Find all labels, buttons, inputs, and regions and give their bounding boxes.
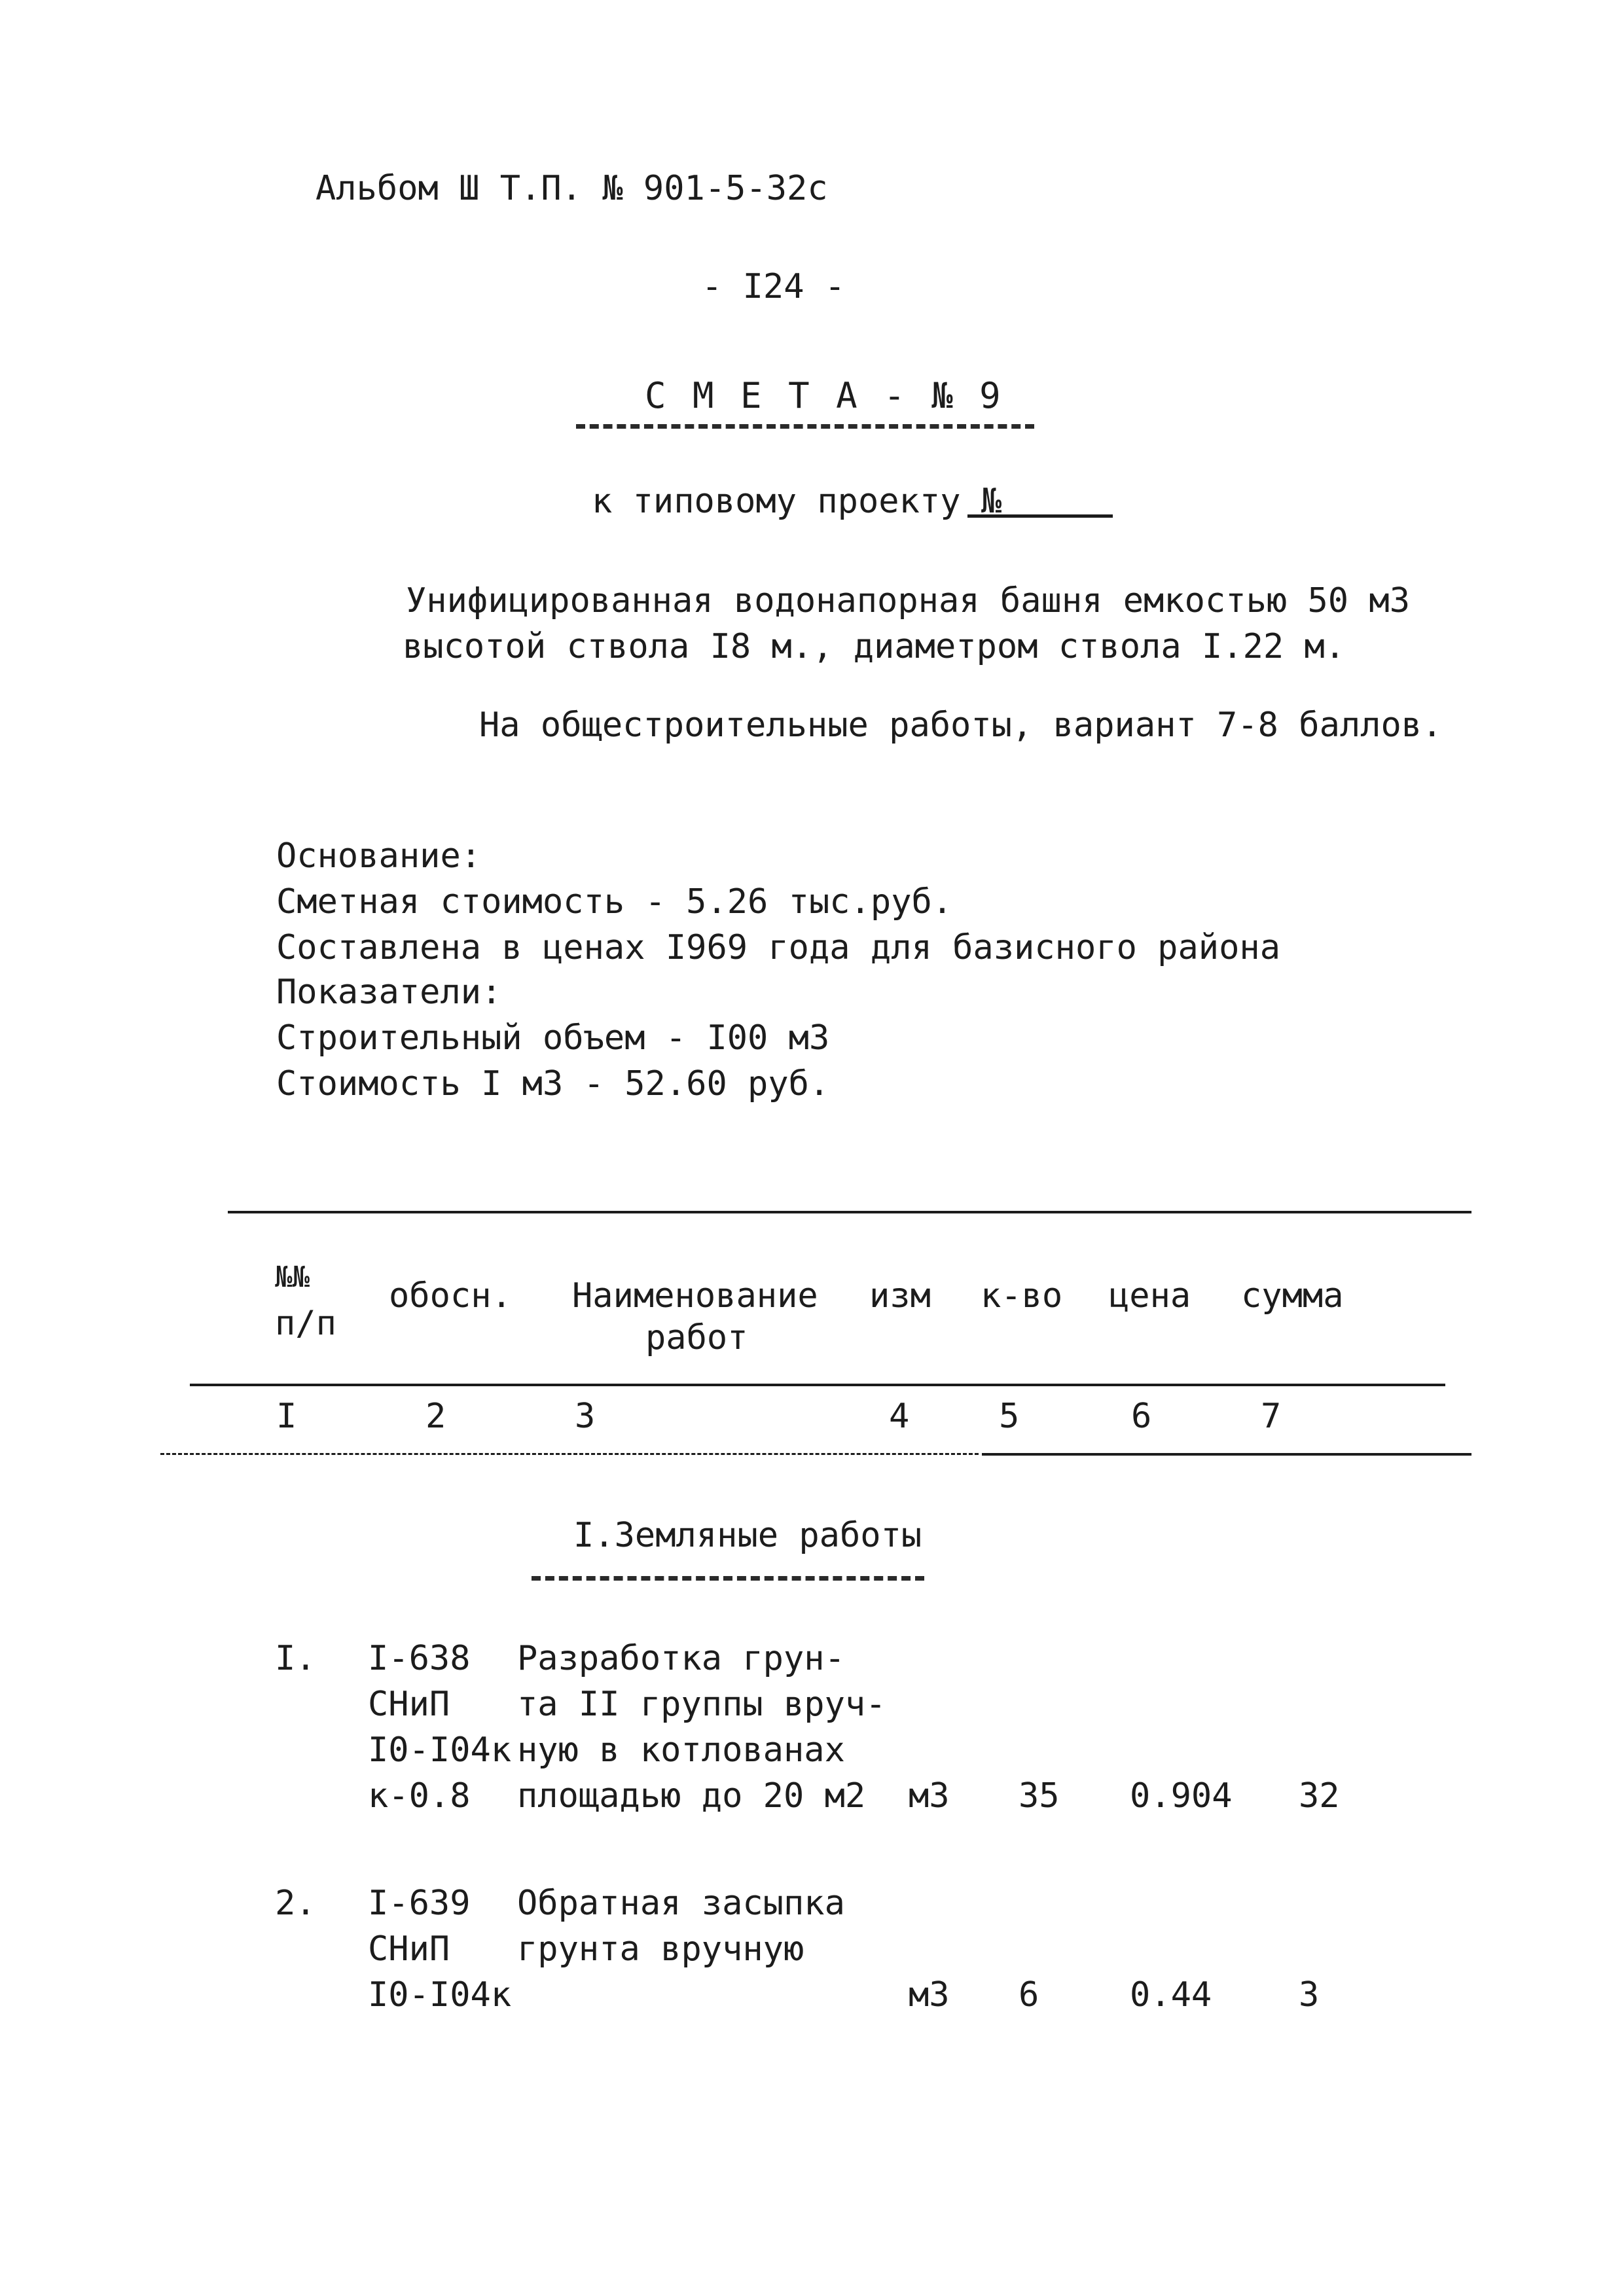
unit-cost: Стоимость I м3 - 52.60 руб. (276, 1064, 830, 1103)
table-top-rule (228, 1211, 1471, 1213)
indicators-label: Показатели: (276, 973, 502, 1012)
column-number-1: I (276, 1397, 297, 1436)
column-number-6: 6 (1131, 1397, 1152, 1436)
row-2-qty: 6 (1019, 1975, 1039, 2015)
document-title: С М Е Т А - № 9 (645, 375, 1003, 416)
row-2-basis-line1: I-639 (368, 1884, 471, 1923)
project-subtitle: к типовому проекту № (592, 482, 1002, 521)
description-line-1: Унифицированная водонапорная башня емкостью 50 м3 (406, 581, 1411, 620)
row-1-name-line4: площадью до 20 м2 (517, 1776, 866, 1816)
row-1-sum: 32 (1299, 1776, 1340, 1816)
row-1-name-line1: Разработка грун- (517, 1639, 845, 1678)
row-2-price: 0.44 (1130, 1975, 1212, 2015)
row-2-unit: м3 (909, 1975, 950, 2015)
album-reference: Альбом Ш Т.П. № 901-5-32с (316, 169, 828, 208)
row-2-sum: 3 (1299, 1975, 1320, 2015)
row-1-basis-line1: I-638 (368, 1639, 471, 1678)
project-number-blank-line (967, 514, 1113, 518)
estimated-cost: Сметная стоимость - 5.26 тыс.руб. (276, 882, 953, 922)
basis-label: Основание: (276, 836, 482, 876)
page-number: - I24 - (702, 267, 846, 306)
description-line-3: На общестроительные работы, вариант 7-8 баллов. (479, 706, 1443, 745)
header-name-line1: Наименование (572, 1276, 818, 1316)
column-number-5: 5 (999, 1397, 1020, 1436)
row-1-basis-line2: СНиП (368, 1685, 450, 1724)
column-numbers-bottom-dashed-rule (160, 1453, 979, 1455)
row-2-basis-line3: I0-I04к (368, 1975, 512, 2015)
row-1-basis-line4: к-0.8 (368, 1776, 471, 1816)
column-numbers-bottom-rule (982, 1453, 1471, 1456)
row-2-name-line1: Обратная засыпка (517, 1884, 845, 1923)
column-number-3: 3 (575, 1397, 596, 1436)
column-number-7: 7 (1261, 1397, 1282, 1436)
row-1-qty: 35 (1019, 1776, 1060, 1816)
header-price: цена (1109, 1276, 1191, 1316)
section-title-dashed-underline (532, 1576, 924, 1581)
header-qty: к-во (981, 1276, 1063, 1316)
row-1-price: 0.904 (1130, 1776, 1233, 1816)
column-number-4: 4 (889, 1397, 910, 1436)
header-sum: сумма (1241, 1276, 1344, 1316)
section-title: I.Земляные работы (573, 1516, 922, 1555)
header-basis: обосн. (389, 1276, 512, 1316)
row-1-name-line2: та II группы вруч- (517, 1685, 886, 1724)
price-basis: Составлена в ценах I969 года для базисного района (276, 928, 1281, 967)
row-1-unit: м3 (909, 1776, 950, 1816)
header-name-line2: работ (645, 1318, 748, 1357)
title-dashed-underline (576, 424, 1034, 429)
header-divider-rule (190, 1384, 1445, 1386)
header-unit: изм (869, 1276, 931, 1316)
row-2-name-line2: грунта вручную (517, 1929, 804, 1969)
building-volume: Строительный объем - I00 м3 (276, 1018, 830, 1058)
description-line-2: высотой ствола I8 м., диаметром ствола I.22 м. (403, 627, 1346, 666)
row-2-basis-line2: СНиП (368, 1929, 450, 1969)
row-1-basis-line3: I0-I04к (368, 1731, 512, 1770)
row-2-number: 2. (275, 1884, 316, 1923)
header-num-line2: п/п (275, 1304, 336, 1343)
column-number-2: 2 (425, 1397, 446, 1436)
row-1-name-line3: ную в котлованах (517, 1731, 845, 1770)
header-num-line1: №№ (275, 1261, 310, 1294)
row-1-number: I. (275, 1639, 316, 1678)
